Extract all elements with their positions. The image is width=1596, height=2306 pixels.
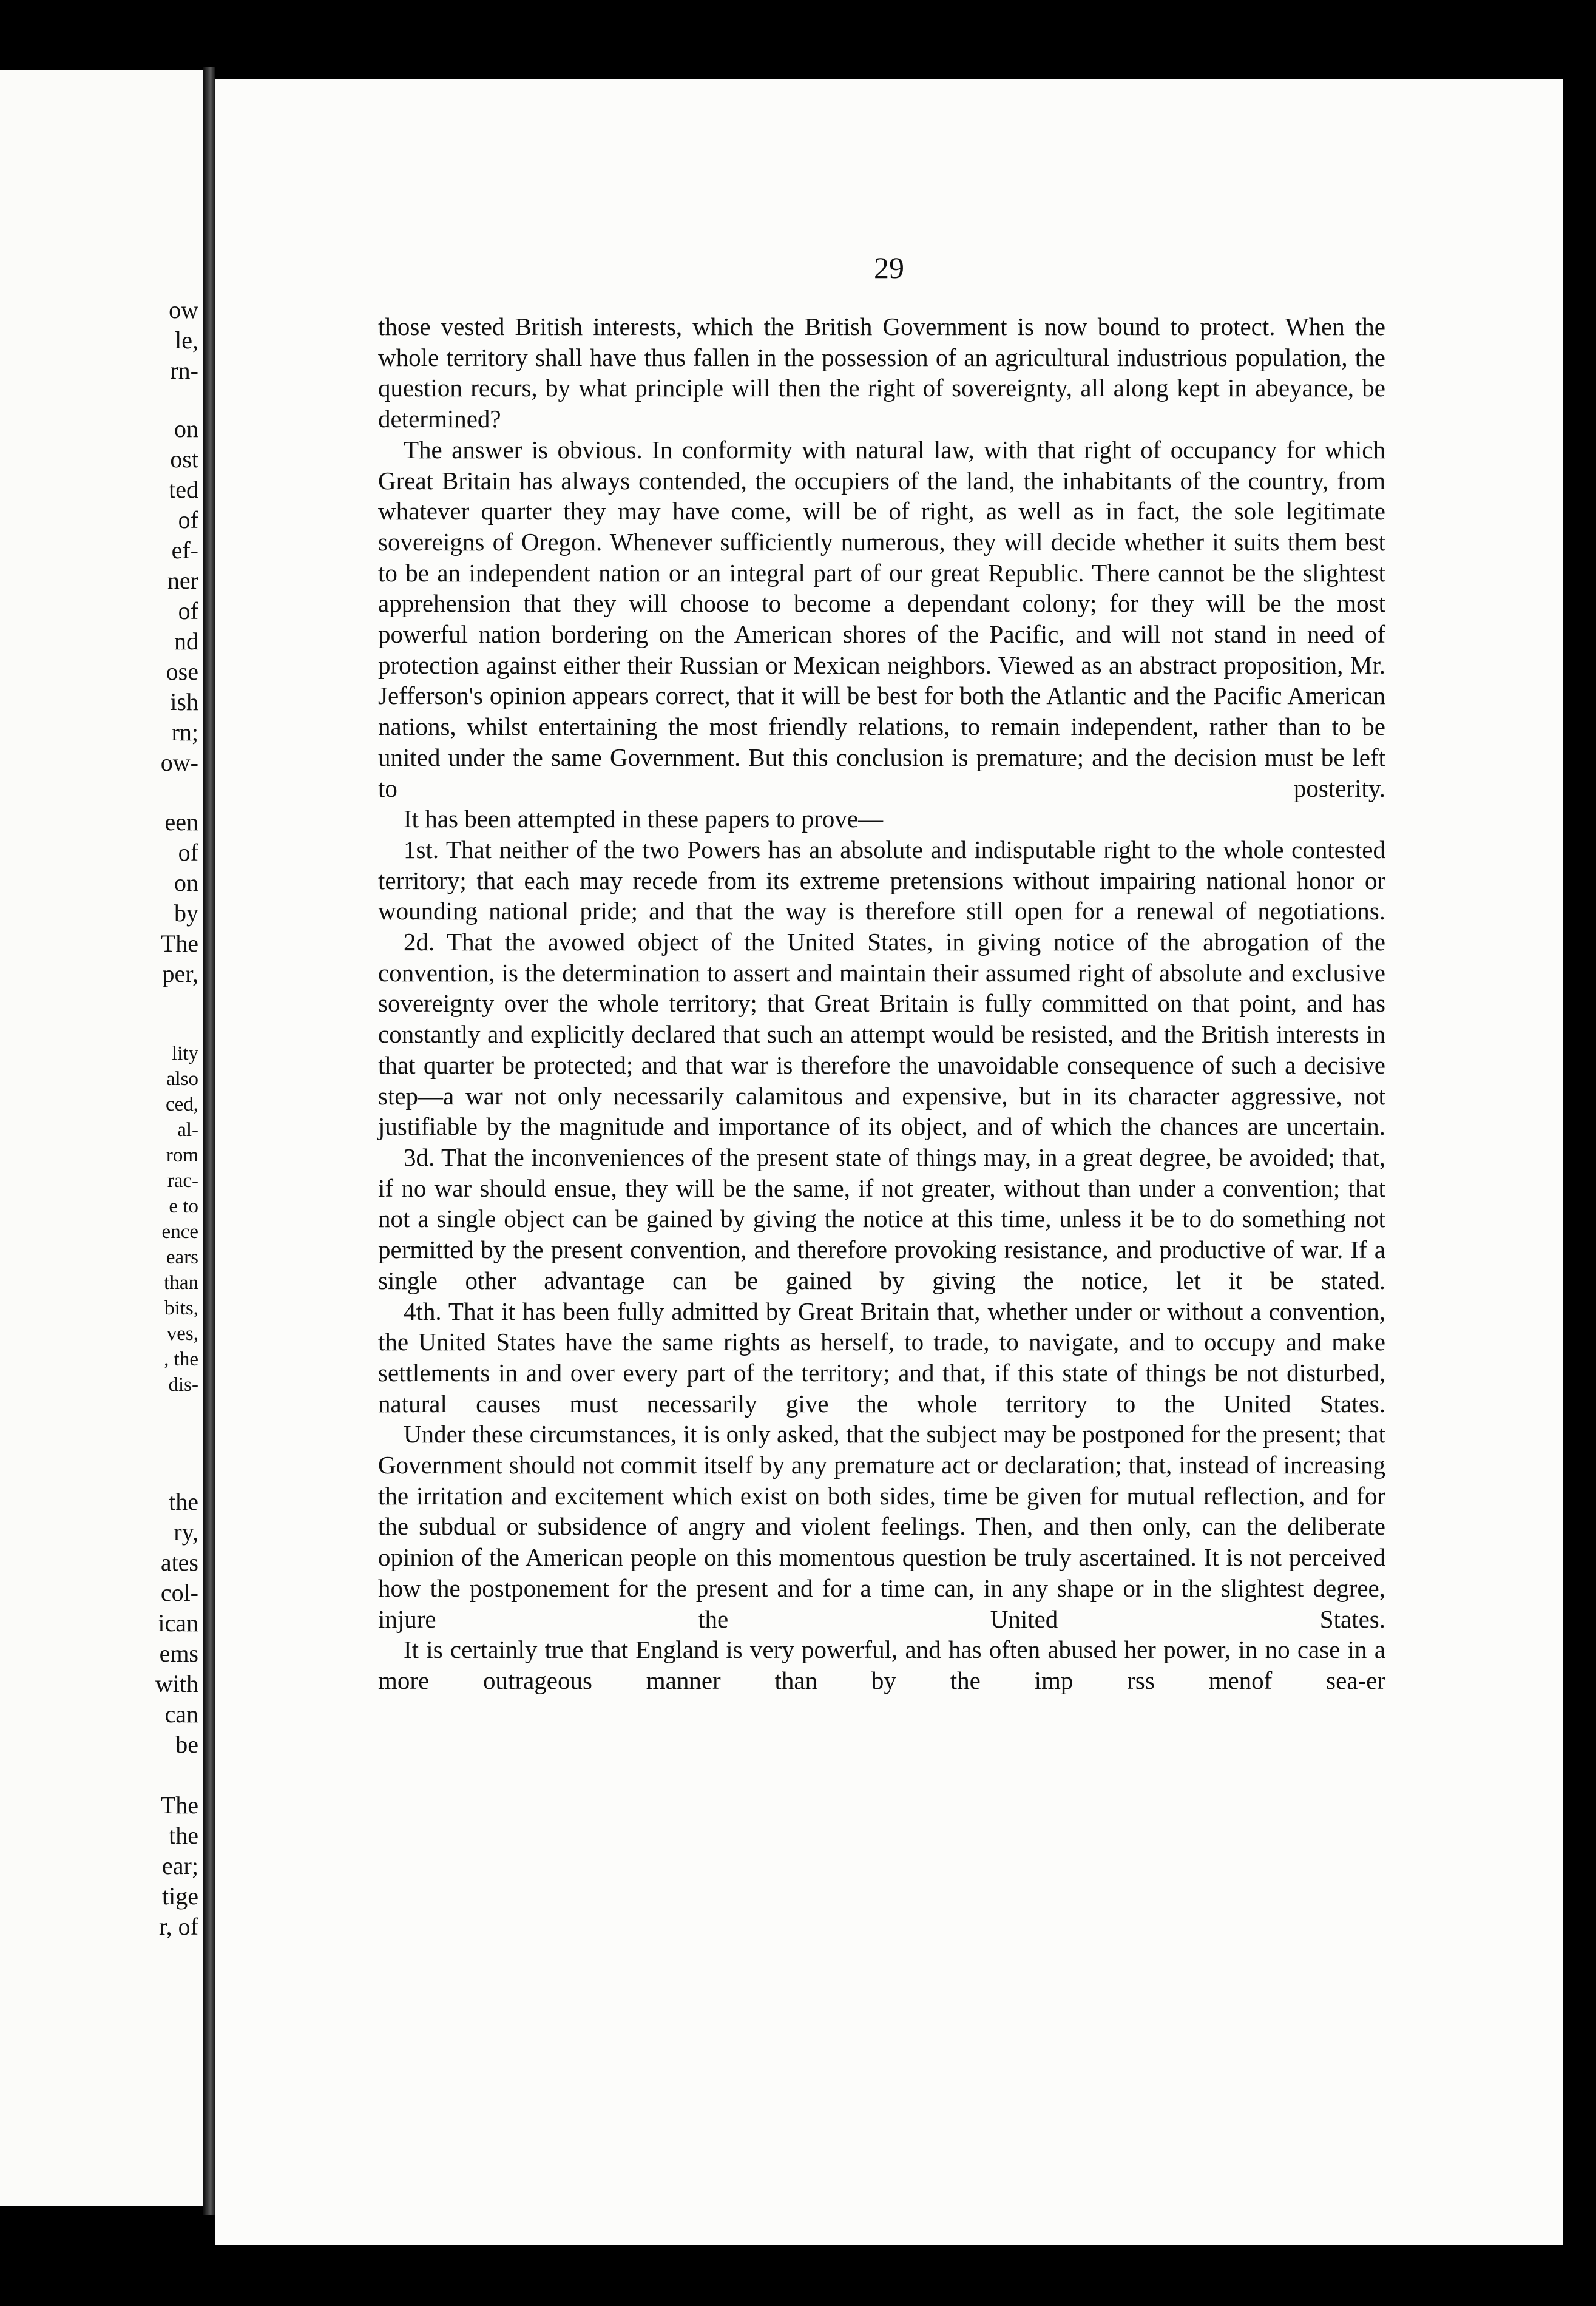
- left-line-fragment: the: [169, 1488, 198, 1515]
- left-line-fragment: The: [160, 930, 198, 957]
- left-line-fragment: tige: [162, 1882, 198, 1910]
- page-fold-shadow: [203, 67, 215, 2215]
- left-line-fragment: on: [174, 869, 198, 896]
- left-line-fragment: ost: [170, 445, 198, 473]
- left-line-fragment: ner: [167, 567, 198, 594]
- left-line-fragment: of: [178, 597, 198, 624]
- left-line-fragment: dis-: [168, 1374, 198, 1396]
- left-line-fragment: nd: [174, 627, 198, 655]
- left-line-fragment: al-: [177, 1119, 198, 1141]
- left-line-fragment: een: [164, 808, 198, 836]
- left-line-fragment: ted: [169, 476, 198, 503]
- paragraph: 3d. That the inconveniences of the present state of things may, in a great degree, be avoided; that, if no war should ensue, they will be the same, if not greater, without than under a convention; that not a single object can be gained by giving the notice at this time, unless it be to do something not permitted by the present convention, and therefore provoking resistance, and productive of war. If a single other advantage can be gained by giving the notice, let it be stated.: [378, 1143, 1385, 1294]
- page-number: 29: [874, 251, 904, 285]
- left-line-fragment: rac-: [167, 1170, 198, 1192]
- paragraph: It is certainly true that England is very powerful, and has often abused her power, in no case in a more outrageous manner than by the imp rss menof sea-er: [378, 1635, 1385, 1694]
- left-line-fragment: rom: [166, 1145, 198, 1166]
- left-line-fragment: of: [178, 839, 198, 866]
- left-page-edge: [0, 70, 203, 2206]
- left-page-fragments: [0, 70, 203, 2206]
- paragraph: It has been attempted in these papers to prove—: [404, 805, 884, 833]
- left-line-fragment: ose: [166, 658, 198, 685]
- left-line-fragment: ow: [169, 296, 198, 323]
- left-line-fragment: e to: [169, 1195, 198, 1217]
- left-line-fragment: lity: [171, 1043, 198, 1064]
- left-line-fragment: can: [164, 1700, 198, 1728]
- left-line-fragment: ear;: [162, 1852, 198, 1879]
- left-line-fragment: ates: [160, 1549, 198, 1576]
- left-line-fragment: by: [174, 899, 198, 927]
- left-line-fragment: ence: [161, 1221, 198, 1243]
- left-line-fragment: also: [166, 1068, 198, 1090]
- left-line-fragment: The: [160, 1791, 198, 1819]
- left-line-fragment: , the: [164, 1348, 198, 1370]
- left-line-fragment: of: [178, 506, 198, 533]
- left-line-fragment: ems: [159, 1640, 198, 1667]
- left-line-fragment: the: [169, 1822, 198, 1849]
- left-line-fragment: rn;: [171, 719, 198, 746]
- body-text: [378, 311, 1385, 1696]
- left-line-fragment: col-: [160, 1579, 198, 1606]
- paragraph: 2d. That the avowed object of the United States, in giving notice of the abrogation of the convention, is the determination to assert and maintain their assumed right of absolute and exclusive sovereignty over the whole territory; that Great Britain is fully committed on that point, and has constantly and explicitly declared that such an attempt would be resisted, and the British interests in that quarter be protected; and that war is therefore the unavoidable consequence of such a decisive step—a war not only necessarily calamitous and expensive, but in its character aggressive, not justifiable by the magnitude and importance of its object, and of which the chances are uncertain.: [378, 928, 1385, 1141]
- left-line-fragment: ican: [158, 1609, 198, 1637]
- paragraph: those vested British interests, which the British Government is now bound to protect. When the whole territory shall have thus fallen in the possession of an agricultural industrious population, the question recurs, by what principle will then the right of sovereignty, all along kept in abeyance, be determined?: [378, 313, 1385, 433]
- left-line-fragment: ced,: [165, 1094, 198, 1115]
- left-line-fragment: rn-: [170, 357, 198, 384]
- left-line-fragment: with: [155, 1670, 198, 1697]
- left-line-fragment: ears: [166, 1246, 198, 1268]
- left-line-fragment: ish: [170, 688, 198, 715]
- left-line-fragment: than: [164, 1272, 198, 1294]
- paragraph: 1st. That neither of the two Powers has an absolute and indisputable right to the whole contested territory; that each may recede from its extreme pretensions without impairing national honor or wounding national pride; and that the way is therefore still open for a renewal of negotiations.: [378, 835, 1385, 925]
- left-line-fragment: ry,: [174, 1518, 198, 1546]
- left-line-fragment: le,: [175, 326, 198, 354]
- left-line-fragment: ow-: [160, 749, 198, 776]
- paragraph: 4th. That it has been fully admitted by Great Britain that, whether under or without a convention, the United States have the same rights as herself, to trade, to navigate, and to occupy and make settlements in and over every part of the territory; and that, if this state of things be not disturbed, natural causes must necessarily give the whole territory to the United States.: [378, 1297, 1385, 1418]
- left-line-fragment: be: [175, 1731, 198, 1758]
- right-page: [215, 79, 1563, 2245]
- left-line-fragment: per,: [162, 960, 198, 987]
- left-line-fragment: on: [174, 415, 198, 442]
- left-line-fragment: ef-: [171, 536, 198, 564]
- left-line-fragment: ves,: [166, 1323, 198, 1345]
- left-line-fragment: bits,: [164, 1297, 198, 1319]
- paragraph: The answer is obvious. In conformity with natural law, with that right of occupancy for which Great Britain has always contended, the occupiers of the land, the inhabitants of the country, from whatever quarter they may have come, will be of right, as well as in fact, the sole legitimate sovereigns of Oregon. Whenever sufficiently numerous, they will decide whether it suits them best to be an independent nation or an integral part of our great Republic. There cannot be the slightest apprehension that they will choose to become a dependant colony; for they will be the most powerful nation bordering on the American shores of the Pacific, and will not stand in need of protection against either their Russian or Mexican neighbors. Viewed as an abstract proposition, Mr. Jefferson's opinion appears correct, that it will be best for both the Atlantic and the Pacific American nations, whilst entertaining the most friendly relations, to remain independent, rather than to be united under the same Government. But this conclusion is premature; and the decision must be left to posterity.: [378, 435, 1385, 802]
- paragraph: Under these circumstances, it is only asked, that the subject may be postponed for the present; that Government should not commit itself by any premature act or declaration; that, instead of increasing the irritation and excitement which exist on both sides, time be given for mutual reflection, and for the subdual or subsidence of angry and violent feelings. Then, and then only, can the deliberate opinion of the American people on this momentous question be truly ascertained. It is not perceived how the postponement for the present and for a time can, in any shape or in the slightest degree, injure the United States.: [378, 1420, 1385, 1633]
- left-line-fragment: r, of: [158, 1913, 198, 1940]
